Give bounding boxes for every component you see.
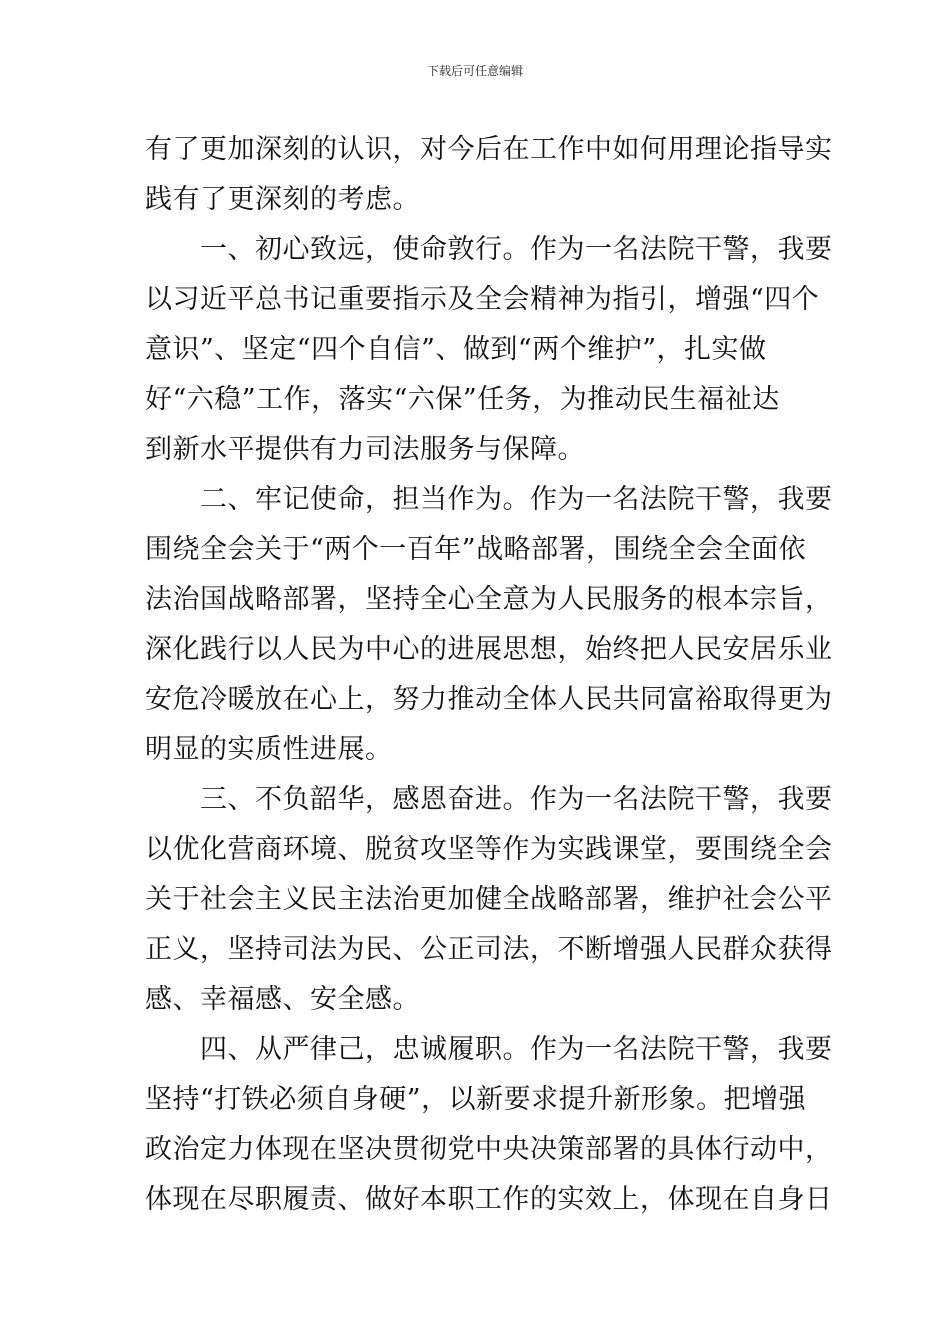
body-line: 深化践行以人民为中心的进展思想，始终把人民安居乐业 (145, 634, 833, 665)
body-line: 好“六稳”工作，落实“六保”任务，为推动民生福祉达 (145, 384, 780, 415)
body-line: 二、牢记使命，担当作为。作为一名法院干警，我要 (145, 484, 833, 515)
body-line: 正义，坚持司法为民、公正司法，不断增强人民群众获得 (145, 934, 833, 965)
body-line: 感、幸福感、安全感。 (145, 984, 420, 1015)
body-line: 坚持“打铁必须自身硬”，以新要求提升新形象。把增强 (145, 1084, 807, 1115)
body-line: 法治国战略部署，坚持全心全意为人民服务的根本宗旨， (145, 584, 833, 615)
body-line: 以优化营商环境、脱贫攻坚等作为实践课堂，要围绕全会 (145, 834, 833, 865)
body-line: 政治定力体现在坚决贯彻党中央决策部署的具体行动中， (145, 1134, 833, 1165)
body-line: 明显的实质性进展。 (145, 734, 393, 765)
body-line: 三、不负韶华，感恩奋进。作为一名法院干警，我要 (145, 784, 833, 815)
body-line: 意识”、坚定“四个自信”、做到“两个维护”，扎实做 (145, 334, 767, 365)
body-line: 安危冷暖放在心上，努力推动全体人民共同富裕取得更为 (145, 684, 833, 715)
body-line: 关于社会主义民主法治更加健全战略部署，维护社会公平 (145, 884, 833, 915)
body-line: 四、从严律己，忠诚履职。作为一名法院干警，我要 (145, 1034, 833, 1065)
body-line: 有了更加深刻的认识，对今后在工作中如何用理论指导实 (145, 134, 833, 165)
page-header-note: 下载后可任意编辑 (426, 64, 523, 78)
body-line: 体现在尽职履责、做好本职工作的实效上，体现在自身日 (145, 1184, 833, 1215)
body-line: 践有了更深刻的考虑。 (145, 184, 420, 215)
body-line: 一、初心致远，使命敦行。作为一名法院干警，我要 (145, 234, 833, 265)
body-line: 以习近平总书记重要指示及全会精神为指引，增强“四个 (145, 284, 820, 315)
body-line: 到新水平提供有力司法服务与保障。 (145, 434, 585, 465)
body-line: 围绕全会关于“两个一百年”战略部署，围绕全会全面依 (145, 534, 807, 565)
